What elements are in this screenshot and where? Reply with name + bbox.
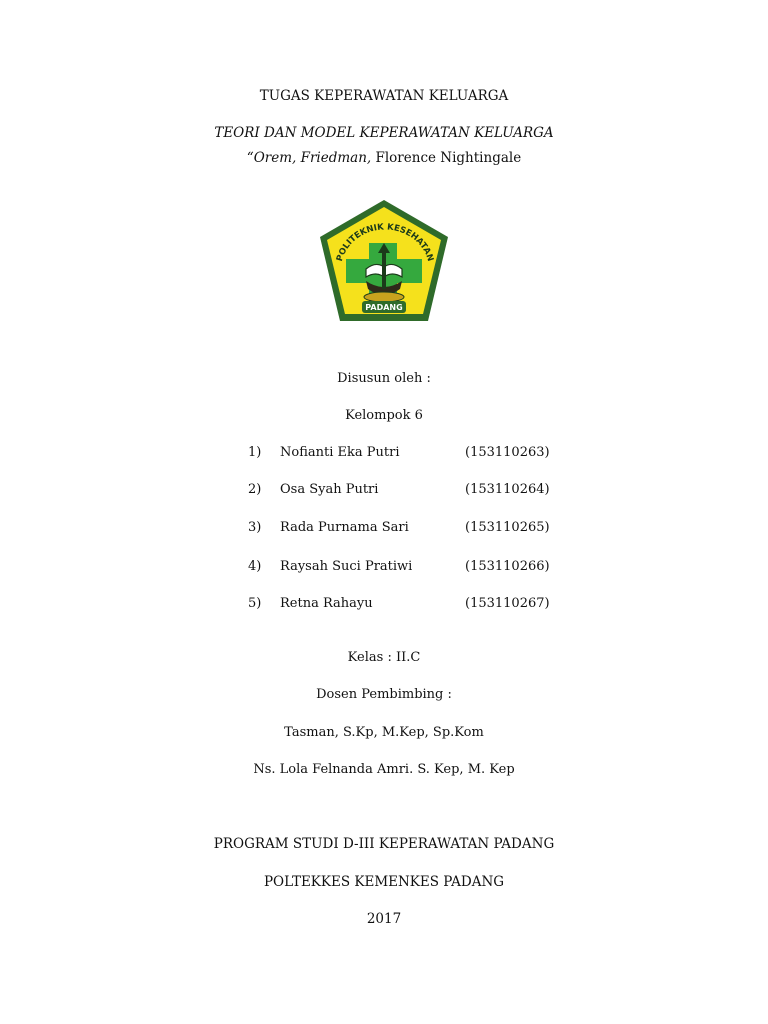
logo-arc-text: POLITEKNIK KESEHATAN [334, 222, 436, 263]
member-row [0, 519, 768, 537]
logo-bottom-text: PADANG [365, 303, 403, 312]
politeknik-kesehatan-logo-icon [316, 197, 452, 325]
member-name: Retna Rahayu [280, 596, 373, 611]
member-row [0, 444, 768, 462]
theorists-normal: Florence Nightingale [371, 150, 522, 166]
member-nim: (153110263) [465, 445, 550, 460]
member-nim: (153110266) [465, 559, 550, 574]
member-name: Raysah Suci Pratiwi [280, 559, 413, 574]
member-row [0, 595, 768, 613]
supervisor-label: Dosen Pembimbing : [316, 687, 452, 702]
member-name: Nofianti Eka Putri [280, 445, 400, 460]
document-subtitle: TEORI DAN MODEL KEPERAWATAN KELUARGA [214, 125, 554, 141]
member-number: 2) [248, 482, 262, 497]
class-label: Kelas : II.C [347, 650, 421, 665]
member-nim: (153110264) [465, 482, 550, 497]
supervisor-name: Tasman, S.Kp, M.Kep, Sp.Kom [284, 725, 484, 740]
member-row [0, 558, 768, 576]
member-row [0, 481, 768, 499]
member-number: 1) [248, 445, 262, 460]
study-program: PROGRAM STUDI D-III KEPERAWATAN PADANG [213, 836, 555, 852]
member-number: 4) [248, 559, 262, 574]
document-title: TUGAS KEPERAWATAN KELUARGA [259, 88, 509, 104]
member-name: Rada Purnama Sari [280, 520, 409, 535]
document-subtitle-theorists [0, 150, 768, 166]
theorists-italic: “Orem, Friedman, [246, 150, 372, 166]
institution-name: POLTEKKES KEMENKES PADANG [263, 874, 505, 890]
compiled-by-label: Disusun oleh : [337, 371, 431, 386]
member-nim: (153110265) [465, 520, 550, 535]
group-label: Kelompok 6 [345, 408, 423, 423]
member-nim: (153110267) [465, 596, 550, 611]
document-year: 2017 [366, 911, 402, 927]
supervisor-name: Ns. Lola Felnanda Amri. S. Kep, M. Kep [253, 762, 515, 777]
member-name: Osa Syah Putri [280, 482, 379, 497]
member-number: 3) [248, 520, 262, 535]
member-number: 5) [248, 596, 262, 611]
